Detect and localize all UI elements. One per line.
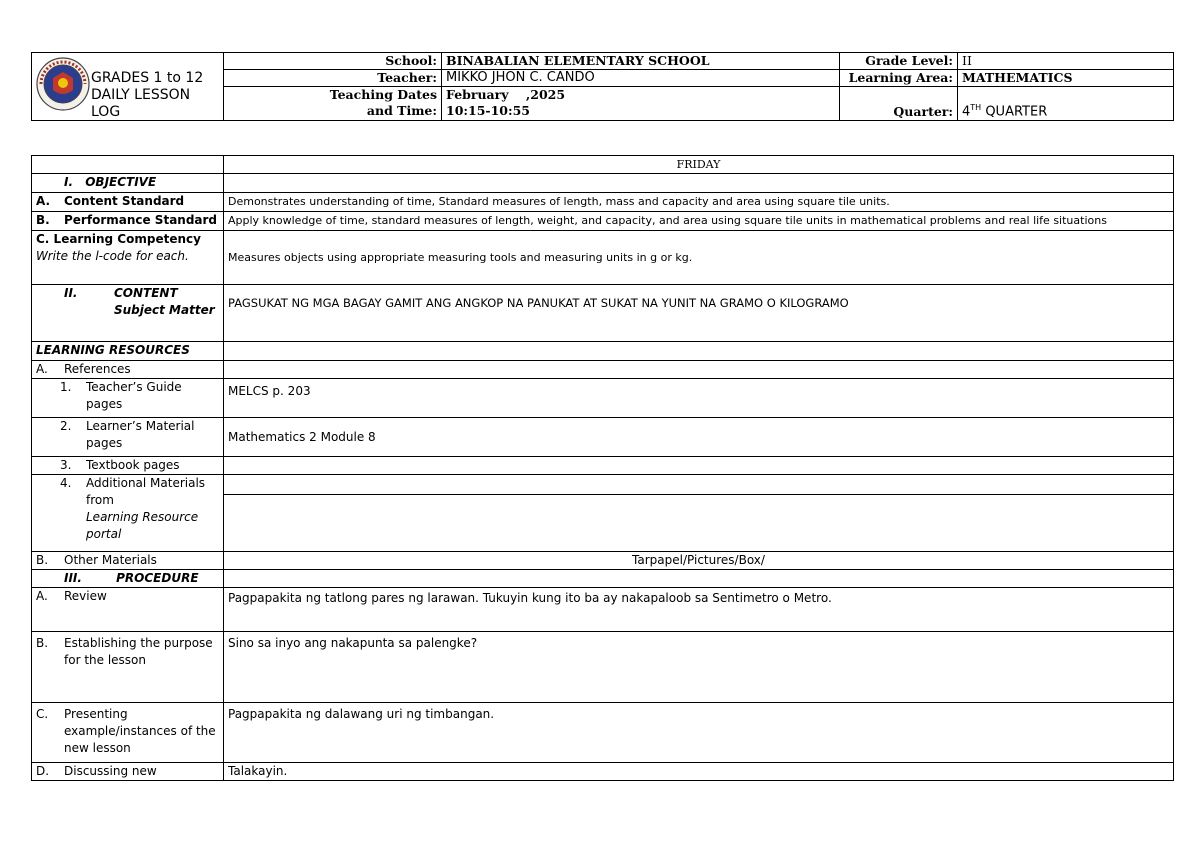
quarter-label: Quarter: xyxy=(840,87,958,121)
teachers-guide-num: 1. xyxy=(60,380,72,394)
lesson-log-table xyxy=(31,155,1174,781)
content-value: PAGSUKAT NG MGA BAGAY GAMIT ANG ANGKOP NA PANUKAT AT SUKAT NA YUNIT NA GRAMO O KILOGRAMO xyxy=(224,285,1174,342)
content-label: CONTENT xyxy=(114,286,178,300)
other-materials-label-cell xyxy=(32,552,224,570)
additional-label: Additional Materials from xyxy=(86,476,206,507)
discussing-label-cell xyxy=(32,763,224,781)
table-row xyxy=(32,231,1174,285)
discussing-label: Discussing new xyxy=(64,764,157,778)
teaching-dates-value xyxy=(442,87,840,121)
quarter-value xyxy=(958,87,1174,121)
learning-competency-note: Write the l-code for each. xyxy=(36,249,189,263)
procedure-num: III. xyxy=(64,571,82,585)
objective-num: I. xyxy=(64,175,74,189)
other-materials-value: Tarpapel/Pictures/Box/ xyxy=(224,552,1174,570)
learners-material-num: 2. xyxy=(60,419,72,433)
table-row xyxy=(32,475,1174,495)
grade-level-value: II xyxy=(958,53,1174,70)
table-row xyxy=(32,763,1174,781)
learners-material-value: Mathematics 2 Module 8 xyxy=(224,418,1174,457)
table-row xyxy=(32,342,1174,361)
teaching-dates-label-line2: and Time: xyxy=(366,103,437,118)
teacher-label: Teacher: xyxy=(224,70,442,87)
objective-heading xyxy=(32,174,224,193)
purpose-num: B. xyxy=(36,636,49,650)
procedure-heading xyxy=(32,570,224,588)
header-table xyxy=(31,52,1174,121)
table-row xyxy=(32,570,1174,588)
other-materials-label: Other Materials xyxy=(64,553,157,567)
references-label-cell xyxy=(32,361,224,379)
content-standard-label-cell xyxy=(32,193,224,212)
learning-resource-portal-label: Learning Resource portal xyxy=(86,510,199,541)
additional-num: 4. xyxy=(60,476,72,490)
table-row xyxy=(32,379,1174,418)
teaching-dates-label-line1: Teaching Dates xyxy=(329,87,437,102)
quarter-word: QUARTER xyxy=(985,104,1048,119)
content-standard-value: Demonstrates understanding of time, Standard measures of length, mass and capacity and area using square tile units. xyxy=(224,193,1174,212)
content-standard-num: A. xyxy=(36,194,51,208)
presenting-label: Presenting example/instances of the new lesson xyxy=(64,707,216,755)
presenting-label-cell xyxy=(32,703,224,763)
review-label: Review xyxy=(64,589,107,603)
discussing-value: Talakayin. xyxy=(224,763,1174,781)
purpose-label-cell xyxy=(32,632,224,703)
review-value: Pagpapakita ng tatlong pares ng larawan. Tukuyin kung ito ba ay nakapaloob sa Sentimetro o Metro. xyxy=(224,588,1174,632)
learning-area-value: MATHEMATICS xyxy=(958,70,1174,87)
table-row xyxy=(32,212,1174,231)
school-value: BINABALIAN ELEMENTARY SCHOOL xyxy=(442,53,840,70)
references-label: References xyxy=(64,362,131,376)
additional-materials-label-cell xyxy=(32,475,224,552)
table-row xyxy=(32,632,1174,703)
performance-standard-value: Apply knowledge of time, standard measures of length, weight, and capacity, and area using square tile units in mathematical problems and real life situations xyxy=(224,212,1174,231)
header-title-cell xyxy=(32,53,224,121)
table-row xyxy=(32,457,1174,475)
presenting-value: Pagpapakita ng dalawang uri ng timbangan. xyxy=(224,703,1174,763)
day-header: FRIDAY xyxy=(224,156,1174,174)
teaching-date: February ,2025 xyxy=(446,87,566,102)
deped-seal-icon xyxy=(35,56,91,112)
learning-competency-label-cell xyxy=(32,231,224,285)
learning-competency-label: C. Learning Competency xyxy=(36,232,201,246)
procedure-label: PROCEDURE xyxy=(116,571,199,585)
teaching-dates-label xyxy=(224,87,442,121)
table-row xyxy=(32,418,1174,457)
subject-matter-label: Subject Matter xyxy=(114,303,215,317)
purpose-value: Sino sa inyo ang nakapunta sa palengke? xyxy=(224,632,1174,703)
review-num: A. xyxy=(36,589,48,603)
table-row xyxy=(32,285,1174,342)
log-title-line1: GRADES 1 to 12 xyxy=(91,70,204,86)
log-title-line2: DAILY LESSON LOG xyxy=(91,87,191,120)
purpose-label: Establishing the purpose for the lesson xyxy=(64,636,213,667)
teachers-guide-label: Teacher’s Guide pages xyxy=(86,380,182,411)
content-standard-label: Content Standard xyxy=(64,194,185,208)
quarter-suffix: TH xyxy=(970,102,982,112)
teacher-value: MIKKO JHON C. CANDO xyxy=(442,70,840,87)
learning-area-label: Learning Area: xyxy=(840,70,958,87)
learning-resources-label: LEARNING RESOURCES xyxy=(32,342,224,361)
textbook-label: Textbook pages xyxy=(86,458,180,472)
table-row xyxy=(32,361,1174,379)
table-row xyxy=(32,156,1174,174)
table-row xyxy=(32,703,1174,763)
grade-level-label: Grade Level: xyxy=(840,53,958,70)
content-heading xyxy=(32,285,224,342)
table-row xyxy=(32,588,1174,632)
table-row xyxy=(32,552,1174,570)
teachers-guide-label-cell xyxy=(32,379,224,418)
school-label: School: xyxy=(224,53,442,70)
performance-standard-num: B. xyxy=(36,213,50,227)
teachers-guide-value: MELCS p. 203 xyxy=(224,379,1174,418)
learning-competency-value: Measures objects using appropriate measuring tools and measuring units in g or kg. xyxy=(224,231,1174,285)
objective-label: OBJECTIVE xyxy=(85,175,157,189)
learners-material-label: Learner’s Material pages xyxy=(86,419,195,450)
textbook-num: 3. xyxy=(60,458,72,472)
performance-standard-label: Performance Standard xyxy=(64,213,218,227)
table-row xyxy=(32,174,1174,193)
quarter-number: 4 xyxy=(962,104,971,119)
discussing-num: D. xyxy=(36,764,50,778)
lesson-log-block xyxy=(31,155,1174,781)
content-num: II. xyxy=(64,286,78,300)
review-label-cell xyxy=(32,588,224,632)
header-block xyxy=(31,52,1174,121)
references-num: A. xyxy=(36,362,48,376)
presenting-num: C. xyxy=(36,707,49,721)
teaching-time: 10:15-10:55 xyxy=(446,103,530,118)
table-row xyxy=(32,193,1174,212)
other-materials-num: B. xyxy=(36,553,49,567)
learners-material-label-cell xyxy=(32,418,224,457)
textbook-label-cell xyxy=(32,457,224,475)
performance-standard-label-cell xyxy=(32,212,224,231)
